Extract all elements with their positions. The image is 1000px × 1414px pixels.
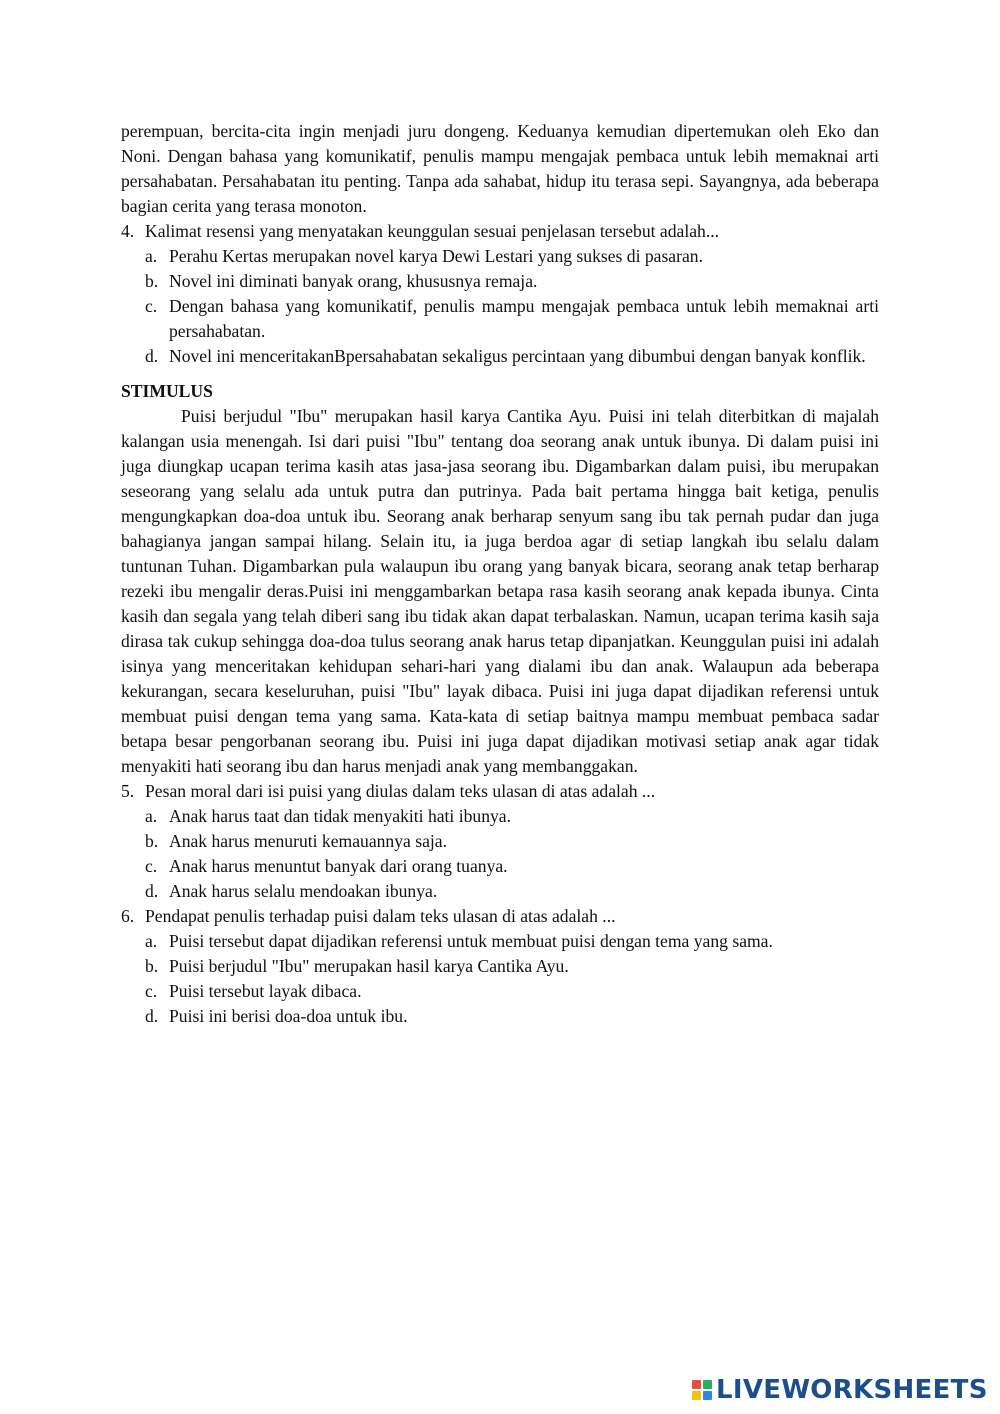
option-letter: d. <box>145 881 159 901</box>
option-letter: a. <box>145 246 158 266</box>
question-6-number: 6. <box>121 906 135 926</box>
liveworksheets-logo-text: LIVEWORKSHEETS <box>716 1375 988 1405</box>
question-5-option-c[interactable] <box>145 854 879 879</box>
liveworksheets-logo-icon <box>692 1380 712 1400</box>
option-text: Puisi tersebut layak dibaca. <box>169 981 362 1001</box>
question-6-option-a[interactable] <box>145 929 879 954</box>
question-4-options <box>145 244 879 369</box>
question-6-options <box>145 929 879 1029</box>
option-letter: b. <box>145 956 159 976</box>
question-5 <box>121 779 879 904</box>
option-text: Novel ini diminati banyak orang, khususnya remaja. <box>169 271 538 291</box>
logo-square-yellow <box>692 1391 701 1400</box>
question-6-option-b[interactable] <box>145 954 879 979</box>
option-letter: d. <box>145 346 159 366</box>
option-text: Anak harus menuntut banyak dari orang tuanya. <box>169 856 508 876</box>
question-5-text: Pesan moral dari isi puisi yang diulas dalam teks ulasan di atas adalah ... <box>145 781 656 801</box>
questions-5-6-block <box>121 779 879 1029</box>
option-letter: c. <box>145 296 158 316</box>
option-text: Anak harus menuruti kemauannya saja. <box>169 831 447 851</box>
question-5-option-d[interactable] <box>145 879 879 904</box>
option-text: Novel ini menceritakanBpersahabatan sekaligus percintaan yang dibumbui dengan banyak konflik. <box>169 346 866 366</box>
option-text: Puisi tersebut dapat dijadikan referensi untuk membuat puisi dengan tema yang sama. <box>169 931 773 951</box>
question-4-option-b[interactable] <box>145 269 879 294</box>
question-5-option-b[interactable] <box>145 829 879 854</box>
question-6-option-c[interactable] <box>145 979 879 1004</box>
option-text: Puisi ini berisi doa-doa untuk ibu. <box>169 1006 408 1026</box>
intro-paragraph: perempuan, bercita-cita ingin menjadi juru dongeng. Keduanya kemudian dipertemukan oleh Eko dan Noni. Dengan bahasa yang komunikatif, penulis mampu mengajak pembaca untuk lebih memaknai arti persahabatan. Persahabatan itu penting. Tanpa ada sahabat, hidup itu terasa sepi. Sayangnya, ada beberapa bagian cerita yang terasa monoton. <box>121 121 879 216</box>
option-text: Anak harus selalu mendoakan ibunya. <box>169 881 438 901</box>
option-letter: b. <box>145 271 159 291</box>
question-4 <box>121 219 879 369</box>
option-letter: d. <box>145 1006 159 1026</box>
option-letter: c. <box>145 981 158 1001</box>
question-6 <box>121 904 879 1029</box>
stimulus-text: Puisi berjudul "Ibu" merupakan hasil karya Cantika Ayu. Puisi ini telah diterbitkan di majalah kalangan usia menengah. Isi dari puisi "Ibu" tentang doa seorang anak untuk ibunya. Di dalam puisi ini juga diungkap ucapan terima kasih atas jasa-jasa seorang ibu. Digambarkan dalam puisi, ibu merupakan seseorang yang selalu ada untuk putra dan putrinya. Pada bait pertama hingga bait ketiga, penulis mengungkapkan doa-doa untuk ibu. Seorang anak berharap senyum sang ibu tak pernah pudar dan juga bahagianya jangan sampai hilang. Selain itu, ia juga berdoa agar di setiap langkah ibu selalu dalam tuntunan Tuhan. Digambarkan pula walaupun ibu orang yang banyak bicara, seorang anak tetap berharap rezeki ibu mengalir deras.Puisi ini menggambarkan betapa rasa kasih seorang anak kepada ibunya. Cinta kasih dan segala yang telah diberi sang ibu tidak akan dapat terbalaskan. Namun, ucapan terima kasih saja dirasa tak cukup sehingga doa-doa tulus seorang anak harus tetap dipanjatkan. Keunggulan puisi ini adalah isinya yang menceritakan kehidupan sehari-hari yang dialami ibu dan anak. Walaupun ada beberapa kekurangan, secara keseluruhan, puisi "Ibu" layak dibaca. Puisi ini juga dapat dijadikan referensi untuk membuat puisi dengan tema yang sama. Kata-kata di setiap baitnya mampu membuat pembaca sadar betapa besar pengorbanan seorang ibu. Puisi ini juga dapat dijadikan motivasi setiap anak agar tidak menyakiti hati seorang ibu dan harus menjadi anak yang membanggakan. <box>121 406 879 776</box>
question-5-option-a[interactable] <box>145 804 879 829</box>
liveworksheets-logo <box>692 1374 988 1406</box>
logo-square-red <box>692 1380 701 1389</box>
question-4-block <box>121 219 879 369</box>
question-5-number: 5. <box>121 781 135 801</box>
stimulus-section <box>121 379 879 779</box>
worksheet-page <box>121 119 879 1029</box>
question-4-option-c[interactable] <box>145 294 879 344</box>
stimulus-heading: STIMULUS <box>121 381 213 401</box>
option-text: Anak harus taat dan tidak menyakiti hati ibunya. <box>169 806 512 826</box>
logo-square-green <box>703 1380 712 1389</box>
option-letter: a. <box>145 931 158 951</box>
option-text: Puisi berjudul "Ibu" merupakan hasil karya Cantika Ayu. <box>169 956 569 976</box>
question-6-text: Pendapat penulis terhadap puisi dalam teks ulasan di atas adalah ... <box>145 906 616 926</box>
question-4-option-a[interactable] <box>145 244 879 269</box>
question-6-option-d[interactable] <box>145 1004 879 1029</box>
question-4-number: 4. <box>121 221 135 241</box>
option-text: Dengan bahasa yang komunikatif, penulis mampu mengajak pembaca untuk lebih memaknai arti persahabatan. <box>169 296 879 341</box>
question-4-text: Kalimat resensi yang menyatakan keunggulan sesuai penjelasan tersebut adalah... <box>145 221 720 241</box>
logo-square-blue <box>703 1391 712 1400</box>
option-letter: a. <box>145 806 158 826</box>
option-letter: c. <box>145 856 158 876</box>
question-5-options <box>145 804 879 904</box>
question-4-option-d[interactable] <box>145 344 879 369</box>
option-text: Perahu Kertas merupakan novel karya Dewi Lestari yang sukses di pasaran. <box>169 246 703 266</box>
option-letter: b. <box>145 831 159 851</box>
